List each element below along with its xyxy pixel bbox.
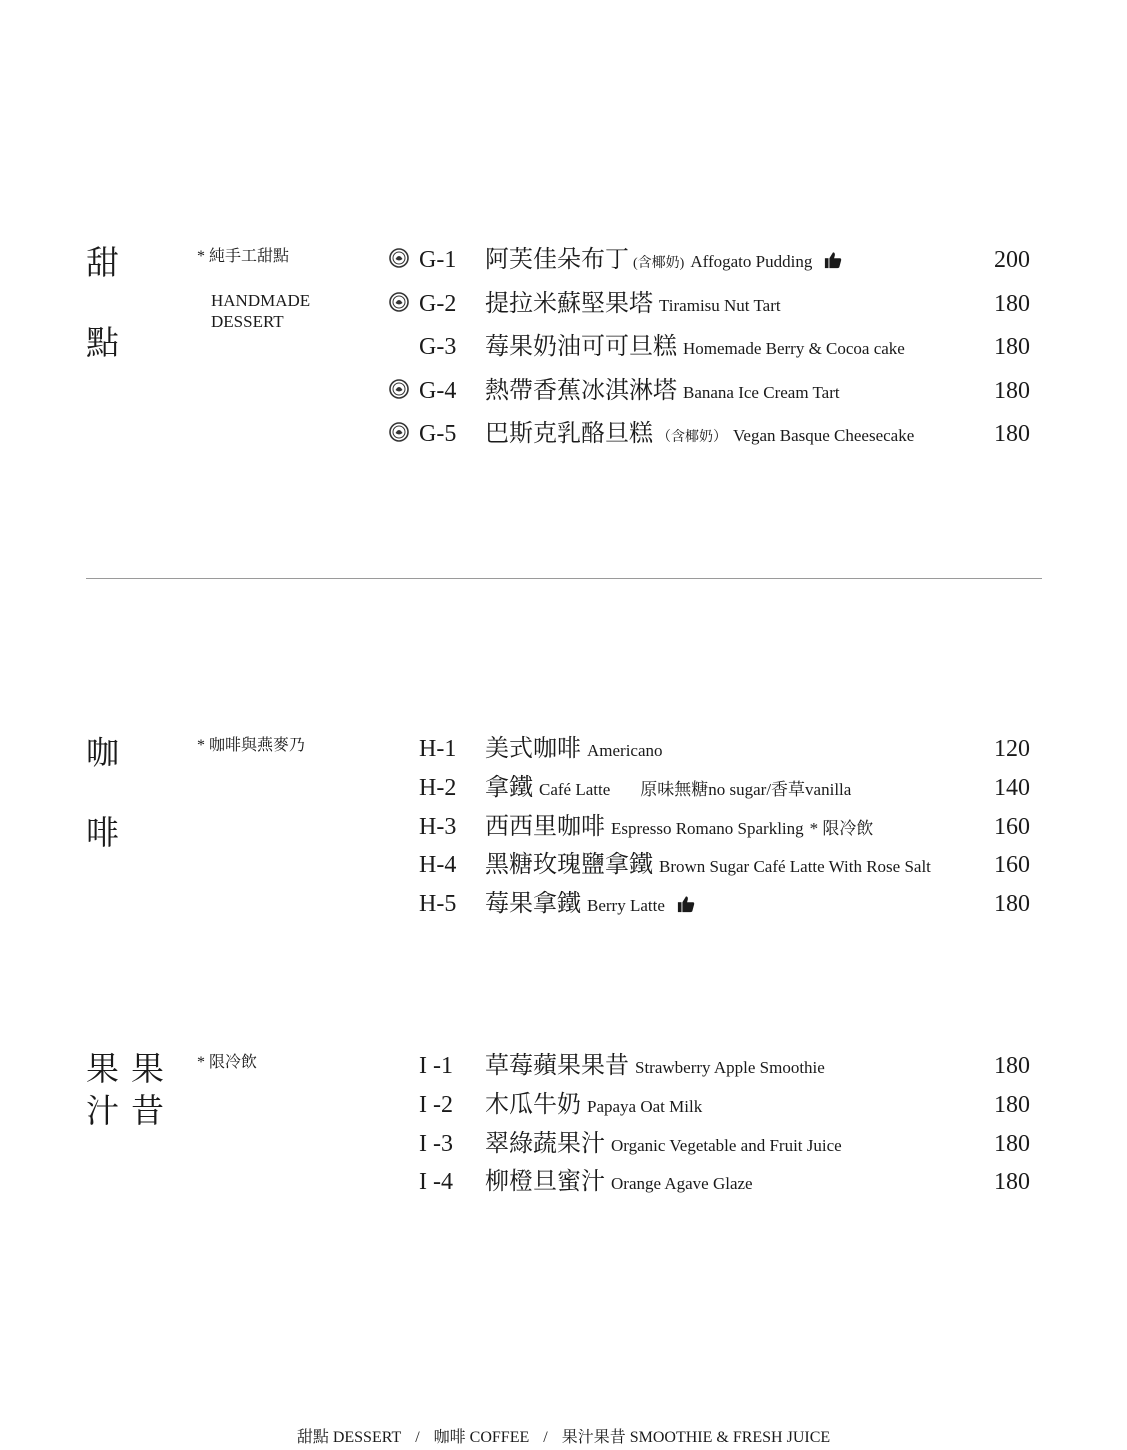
item-code: G-5 xyxy=(419,421,457,447)
dessert-menu-item xyxy=(0,379,1127,419)
smoothie-title-char-4: 昔 xyxy=(131,1094,164,1130)
item-name-zh: 拿鐵 xyxy=(485,774,533,801)
section-divider xyxy=(86,578,1042,579)
item-price: 180 xyxy=(994,891,1030,918)
item-name-zh: 木瓜牛奶 xyxy=(485,1091,581,1118)
item-price: 200 xyxy=(994,247,1030,273)
coffee-menu-item xyxy=(0,892,1127,932)
item-code: H-3 xyxy=(419,813,457,840)
item-price: 180 xyxy=(994,1169,1030,1196)
dessert-title-char-1: 甜 xyxy=(86,246,119,282)
item-name-en: Tiramisu Nut Tart xyxy=(659,295,781,315)
smoothie-menu-item xyxy=(0,1132,1127,1172)
item-name-en: Vegan Basque Cheesecake xyxy=(733,426,915,445)
item-name xyxy=(485,1132,842,1156)
item-name-en: Homemade Berry & Cocoa cake xyxy=(683,339,905,358)
vegan-circle-icon xyxy=(389,379,409,399)
item-name-zh: 黑糖玫瑰鹽拿鐵 xyxy=(485,852,653,879)
item-name xyxy=(485,422,914,446)
smoothie-menu-item xyxy=(0,1170,1127,1210)
item-price: 180 xyxy=(994,290,1030,317)
item-name-en: Brown Sugar Café Latte With Rose Salt xyxy=(659,857,931,877)
item-code: I -4 xyxy=(419,1169,453,1196)
footer-separator: / xyxy=(543,1429,548,1446)
smoothie-title-char-1: 果 xyxy=(86,1052,119,1088)
item-name-en: Banana Ice Cream Tart xyxy=(683,382,840,402)
item-price: 180 xyxy=(994,334,1030,360)
item-price: 140 xyxy=(994,774,1030,801)
coffee-menu-item xyxy=(0,853,1127,893)
dessert-title-char-2: 點 xyxy=(86,326,119,362)
item-note: (含椰奶) xyxy=(633,256,685,271)
item-name-zh: 翠綠蔬果汁 xyxy=(485,1130,605,1157)
item-name xyxy=(485,1054,825,1078)
smoothie-menu-item xyxy=(0,1093,1127,1133)
item-name xyxy=(485,776,851,800)
footer-coffee: 咖啡 COFFEE xyxy=(433,1429,530,1446)
coffee-title-char-1: 咖 xyxy=(86,736,119,772)
item-price: 160 xyxy=(994,852,1030,879)
dessert-subnote-line2: DESSERT xyxy=(211,312,284,331)
item-name-zh: 草莓蘋果果昔 xyxy=(485,1053,629,1079)
item-name-en: Organic Vegetable and Fruit Juice xyxy=(611,1135,842,1155)
item-name xyxy=(485,1170,753,1194)
dessert-menu-item xyxy=(0,248,1127,288)
item-code: G-2 xyxy=(419,290,457,317)
item-code: H-2 xyxy=(419,774,457,801)
item-name-zh: 西西里咖啡 xyxy=(485,813,605,840)
item-name-zh: 巴斯克乳酪旦糕 xyxy=(485,421,653,447)
item-price: 180 xyxy=(994,1053,1030,1079)
item-name-en: Strawberry Apple Smoothie xyxy=(635,1058,825,1077)
item-name xyxy=(485,853,931,877)
item-name-zh: 柳橙旦蜜汁 xyxy=(485,1169,605,1196)
item-name xyxy=(485,335,905,359)
vegan-circle-icon xyxy=(389,422,409,442)
item-name xyxy=(485,379,840,403)
item-name xyxy=(485,1093,702,1117)
smoothie-note: * 限冷飲 xyxy=(197,1054,258,1071)
item-price: 180 xyxy=(994,377,1030,404)
item-name xyxy=(485,892,695,916)
item-name-en: Orange Agave Glaze xyxy=(611,1174,753,1194)
item-name xyxy=(485,248,842,272)
item-name-en: Papaya Oat Milk xyxy=(587,1096,703,1116)
smoothie-title-char-2: 果 xyxy=(131,1052,164,1088)
item-name-zh: 莓果奶油可可旦糕 xyxy=(485,334,677,360)
coffee-menu-item xyxy=(0,776,1127,816)
smoothie-title-char-3: 汁 xyxy=(86,1094,119,1130)
item-code: I -3 xyxy=(419,1130,453,1157)
item-extra: 原味無糖no sugar/香草vanilla xyxy=(640,779,852,799)
item-name-en: Café Latte xyxy=(539,779,611,799)
coffee-menu-item xyxy=(0,737,1127,777)
footer-separator: / xyxy=(415,1429,420,1446)
dessert-menu-item xyxy=(0,292,1127,332)
dessert-menu-item xyxy=(0,422,1127,462)
item-code: G-3 xyxy=(419,334,457,360)
item-name-en: Berry Latte xyxy=(587,896,665,916)
coffee-note: * 咖啡與燕麥乃 xyxy=(197,737,306,754)
item-name-zh: 提拉米蘇堅果塔 xyxy=(485,290,653,317)
dessert-subnote-line1: HANDMADE xyxy=(211,291,311,310)
vegan-circle-icon xyxy=(389,248,409,268)
item-code: H-1 xyxy=(419,736,457,762)
item-price: 180 xyxy=(994,1130,1030,1157)
item-name-zh: 美式咖啡 xyxy=(485,736,581,762)
item-name-zh: 熱帶香蕉冰淇淋塔 xyxy=(485,377,677,404)
coffee-menu-item xyxy=(0,815,1127,855)
item-name-en: Espresso Romano Sparkling xyxy=(611,818,804,838)
item-name-en: Americano xyxy=(587,741,663,760)
item-name xyxy=(485,737,663,761)
item-name xyxy=(485,815,873,839)
footer-dessert: 甜點 DESSERT xyxy=(296,1429,402,1446)
item-price: 180 xyxy=(994,421,1030,447)
dessert-note: * 純手工甜點 xyxy=(197,248,290,265)
item-code: G-4 xyxy=(419,377,457,404)
item-price: 160 xyxy=(994,813,1030,840)
item-code: H-5 xyxy=(419,891,457,918)
vegan-circle-icon xyxy=(389,292,409,312)
item-code: G-1 xyxy=(419,247,457,273)
item-extra: * 限冷飲 xyxy=(809,818,874,838)
item-code: I -2 xyxy=(419,1091,453,1118)
item-name-zh: 莓果拿鐵 xyxy=(485,891,581,918)
dessert-menu-item xyxy=(0,335,1127,375)
item-price: 180 xyxy=(994,1091,1030,1118)
item-name-zh: 阿芙佳朵布丁 xyxy=(485,247,629,273)
smoothie-menu-item xyxy=(0,1054,1127,1094)
item-code: I -1 xyxy=(419,1053,453,1079)
item-name xyxy=(485,292,781,316)
item-name-en: Affogato Pudding xyxy=(690,252,813,271)
thumbs-up-icon xyxy=(677,895,695,913)
thumbs-up-icon xyxy=(824,251,842,269)
item-note: （含椰奶） xyxy=(657,430,727,445)
footer-nav xyxy=(0,1424,1127,1447)
footer-smoothie: 果汁果昔 SMOOTHIE & FRESH JUICE xyxy=(561,1429,831,1446)
coffee-title-char-2: 啡 xyxy=(86,816,119,852)
item-code: H-4 xyxy=(419,852,457,879)
item-price: 120 xyxy=(994,736,1030,762)
